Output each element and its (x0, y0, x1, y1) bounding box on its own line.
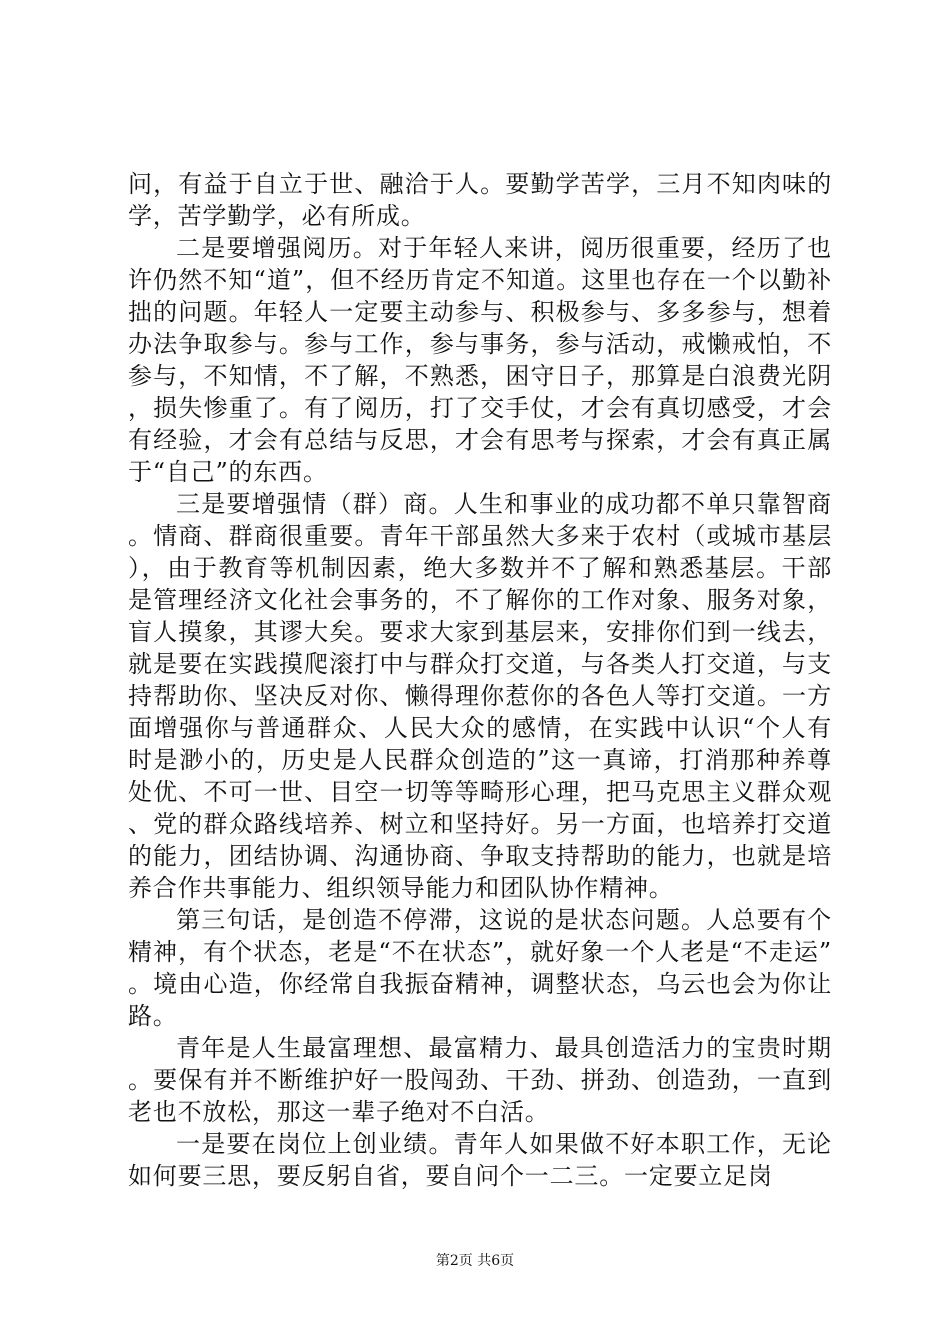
body-text (128, 168, 832, 1192)
paragraph-4: 第三句话，是创造不停滞，这说的是状态问题。人总要有个精神，有个状态，老是“不在状态”，就好象一个人老是“不走运”。境由心造，你经常自我振奋精神，调整状态，乌云也会为你让路。 (128, 906, 832, 1030)
paragraph-5: 青年是人生最富理想、最富精力、最具创造活力的宝贵时期。要保有并不断维护好一股闯劲、干劲、拼劲、创造劲，一直到老也不放松，那这一辈子绝对不白活。 (128, 1034, 832, 1126)
paragraph-3: 三是要增强情（群）商。人生和事业的成功都不单只靠智商。情商、群商很重要。青年干部虽然大多来于农村（或城市基层），由于教育等机制因素，绝大多数并不了解和熟悉基层。干部是管理经济文化社会事务的，不了解你的工作对象、服务对象，盲人摸象，其谬大矣。要求大家到基层来，安排你们到一线去，就是要在实践摸爬滚打中与群众打交道，与各类人打交道，与支持帮助你、坚决反对你、懒得理你惹你的各色人等打交道。一方面增强你与普通群众、人民大众的感情，在实践中认识“个人有时是渺小的，历史是人民群众创造的”这一真谛，打消那种养尊处优、不可一世、目空一切等等畸形心理，把马克思主义群众观、党的群众路线培养、树立和坚持好。另一方面，也培养打交道的能力，团结协调、沟通协商、争取支持帮助的能力，也就是培养合作共事能力、组织领导能力和团队协作精神。 (128, 490, 832, 902)
paragraph-6: 一是要在岗位上创业绩。青年人如果做不好本职工作，无论如何要三思，要反躬自省，要自问个一二三。一定要立足岗 (128, 1130, 832, 1190)
paragraph-1: 问，有益于自立于世、融洽于人。要勤学苦学，三月不知肉味的学，苦学勤学，必有所成。 (128, 170, 832, 230)
paragraph-2: 二是要增强阅历。对于年轻人来讲，阅历很重要，经历了也许仍然不知“道”，但不经历肯定不知道。这里也存在一个以勤补拙的问题。年轻人一定要主动参与、积极参与、多多参与，想着办法争取参与。参与工作，参与事务，参与活动，戒懒戒怕，不参与，不知情，不了解，不熟悉，困守日子，那算是白浪费光阴，损失惨重了。有了阅历，打了交手仗，才会有真切感受，才会有经验，才会有总结与反思，才会有思考与探索，才会有真正属于“自己”的东西。 (128, 234, 832, 486)
page-footer: 第2页 共6页 (435, 1253, 515, 1269)
